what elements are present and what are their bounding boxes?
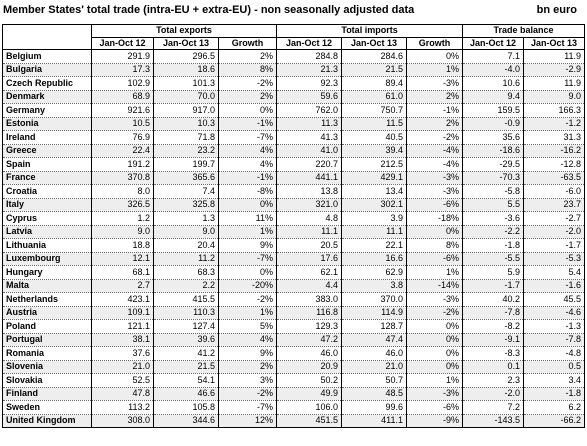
exports-2013-cell: 917.0 [154,104,219,118]
exports-growth-cell: -1% [219,171,277,185]
imports-growth-cell: 2% [407,117,463,131]
imports-growth-cell: -6% [407,252,463,266]
table-row [3,104,585,118]
exports-2013-cell: 1.3 [154,212,219,226]
table-row [3,171,585,185]
balance-2013-cell: -1.6 [524,279,585,293]
subheader-exports-2013: Jan-Oct 13 [154,37,219,50]
imports-2012-cell: 11.1 [277,225,342,239]
country-cell: Hungary [3,266,92,280]
exports-2013-cell: 11.2 [154,252,219,266]
imports-2013-cell: 114.9 [342,306,407,320]
imports-2012-cell: 321.0 [277,198,342,212]
imports-2012-cell: 4.8 [277,212,342,226]
exports-2012-cell: 76.9 [92,131,154,145]
imports-2012-cell: 106.0 [277,401,342,415]
imports-2012-cell: 4.4 [277,279,342,293]
table-row [3,117,585,131]
country-cell: Ireland [3,131,92,145]
imports-2013-cell: 40.5 [342,131,407,145]
country-header-cell [3,25,92,50]
imports-2013-cell: 411.1 [342,414,407,428]
exports-2013-cell: 199.7 [154,158,219,172]
exports-growth-cell: 8% [219,63,277,77]
subheader-exports-growth: Growth [219,37,277,50]
balance-2013-cell: 166.3 [524,104,585,118]
table-body [3,50,585,428]
balance-2012-cell: 5.9 [463,266,524,280]
balance-2012-cell: -2.0 [463,387,524,401]
table-row [3,144,585,158]
imports-2013-cell: 370.0 [342,293,407,307]
imports-growth-cell: 0% [407,225,463,239]
imports-growth-cell: -14% [407,279,463,293]
country-cell: Malta [3,279,92,293]
exports-2013-cell: 21.5 [154,360,219,374]
exports-2013-cell: 20.4 [154,239,219,253]
exports-growth-cell: -2% [219,293,277,307]
imports-growth-cell: 0% [407,50,463,64]
exports-growth-cell: 3% [219,374,277,388]
table-row [3,374,585,388]
imports-2013-cell: 89.4 [342,77,407,91]
imports-growth-cell: -9% [407,414,463,428]
exports-2013-cell: 39.6 [154,333,219,347]
country-cell: Slovakia [3,374,92,388]
imports-growth-cell: -6% [407,198,463,212]
exports-growth-cell: 0% [219,266,277,280]
exports-2012-cell: 9.0 [92,225,154,239]
table-row [3,50,585,64]
balance-2012-cell: -2.2 [463,225,524,239]
balance-2013-cell: 11.9 [524,50,585,64]
table-row [3,90,585,104]
trade-table [2,24,585,428]
exports-2013-cell: 365.6 [154,171,219,185]
exports-2012-cell: 921.6 [92,104,154,118]
balance-2012-cell: -29.5 [463,158,524,172]
imports-growth-cell: -4% [407,144,463,158]
imports-2012-cell: 46.0 [277,347,342,361]
table-row [3,333,585,347]
imports-2012-cell: 50.2 [277,374,342,388]
imports-2013-cell: 128.7 [342,320,407,334]
subheader-balance-2012: Jan-Oct 12 [463,37,524,50]
balance-2013-cell: 31.3 [524,131,585,145]
country-cell: Denmark [3,90,92,104]
country-cell: Czech Republic [3,77,92,91]
country-cell: Cyprus [3,212,92,226]
imports-growth-cell: 0% [407,347,463,361]
balance-2013-cell: -63.5 [524,171,585,185]
balance-2013-cell: -6.0 [524,185,585,199]
exports-2012-cell: 308.0 [92,414,154,428]
balance-2013-cell: -7.8 [524,333,585,347]
country-cell: Austria [3,306,92,320]
balance-2012-cell: 159.5 [463,104,524,118]
exports-2013-cell: 54.1 [154,374,219,388]
balance-2012-cell: -5.8 [463,185,524,199]
balance-2013-cell: -2.7 [524,212,585,226]
exports-2012-cell: 326.5 [92,198,154,212]
table-row [3,360,585,374]
balance-2013-cell: 6.2 [524,401,585,415]
unit-label: bn euro [536,4,577,16]
country-cell: Latvia [3,225,92,239]
exports-2012-cell: 17.3 [92,63,154,77]
exports-2012-cell: 38.1 [92,333,154,347]
imports-growth-cell: -4% [407,158,463,172]
exports-2012-cell: 121.1 [92,320,154,334]
country-cell: United Kingdom [3,414,92,428]
imports-2012-cell: 41.0 [277,144,342,158]
table-row [3,320,585,334]
balance-2013-cell: 11.9 [524,77,585,91]
exports-growth-cell: 2% [219,360,277,374]
exports-2012-cell: 12.1 [92,252,154,266]
exports-2013-cell: 101.3 [154,77,219,91]
exports-2013-cell: 23.2 [154,144,219,158]
exports-2012-cell: 68.1 [92,266,154,280]
imports-2013-cell: 62.9 [342,266,407,280]
exports-2012-cell: 1.2 [92,212,154,226]
exports-2013-cell: 105.8 [154,401,219,415]
imports-growth-cell: -2% [407,131,463,145]
imports-2013-cell: 429.1 [342,171,407,185]
imports-2013-cell: 11.5 [342,117,407,131]
imports-2013-cell: 302.1 [342,198,407,212]
table-row [3,347,585,361]
imports-2012-cell: 41.3 [277,131,342,145]
exports-2012-cell: 113.2 [92,401,154,415]
balance-2012-cell: 40.2 [463,293,524,307]
imports-2012-cell: 20.5 [277,239,342,253]
exports-2012-cell: 18.8 [92,239,154,253]
group-header-row [3,25,585,38]
balance-2013-cell: -1.2 [524,117,585,131]
exports-growth-cell: 12% [219,414,277,428]
imports-2012-cell: 17.6 [277,252,342,266]
exports-growth-cell: 1% [219,306,277,320]
exports-growth-cell: 4% [219,158,277,172]
subheader-imports-2013: Jan-Oct 13 [342,37,407,50]
exports-growth-cell: 9% [219,347,277,361]
country-cell: Lithuania [3,239,92,253]
exports-2012-cell: 68.9 [92,90,154,104]
imports-2012-cell: 62.1 [277,266,342,280]
table-row [3,185,585,199]
exports-growth-cell: 11% [219,212,277,226]
group-header-exports: Total exports [92,25,277,38]
imports-2013-cell: 3.9 [342,212,407,226]
exports-2013-cell: 7.4 [154,185,219,199]
table-row [3,158,585,172]
subheader-exports-2012: Jan-Oct 12 [92,37,154,50]
balance-2012-cell: -5.5 [463,252,524,266]
exports-2012-cell: 423.1 [92,293,154,307]
exports-2013-cell: 296.5 [154,50,219,64]
exports-2012-cell: 37.6 [92,347,154,361]
balance-2013-cell: -4.8 [524,347,585,361]
exports-growth-cell: 4% [219,333,277,347]
imports-growth-cell: 8% [407,239,463,253]
exports-growth-cell: 0% [219,104,277,118]
balance-2012-cell: -4.0 [463,63,524,77]
table-row [3,293,585,307]
imports-2012-cell: 47.2 [277,333,342,347]
imports-2012-cell: 116.8 [277,306,342,320]
table-row [3,387,585,401]
balance-2013-cell: -5.3 [524,252,585,266]
exports-2013-cell: 127.4 [154,320,219,334]
imports-2013-cell: 11.1 [342,225,407,239]
imports-2013-cell: 47.4 [342,333,407,347]
imports-2012-cell: 451.5 [277,414,342,428]
country-cell: Spain [3,158,92,172]
table-row [3,63,585,77]
balance-2012-cell: 0.1 [463,360,524,374]
exports-2013-cell: 2.2 [154,279,219,293]
balance-2013-cell: 9.0 [524,90,585,104]
balance-2012-cell: 7.2 [463,401,524,415]
imports-growth-cell: -18% [407,212,463,226]
imports-2013-cell: 61.0 [342,90,407,104]
balance-2012-cell: -70.3 [463,171,524,185]
imports-2012-cell: 129.3 [277,320,342,334]
table-row [3,401,585,415]
balance-2013-cell: -16.2 [524,144,585,158]
balance-2013-cell: -1.7 [524,239,585,253]
country-cell: Croatia [3,185,92,199]
imports-2013-cell: 46.0 [342,347,407,361]
imports-2013-cell: 284.6 [342,50,407,64]
balance-2012-cell: -143.5 [463,414,524,428]
imports-growth-cell: 0% [407,320,463,334]
exports-growth-cell: 1% [219,225,277,239]
exports-2012-cell: 191.2 [92,158,154,172]
imports-2013-cell: 99.6 [342,401,407,415]
exports-growth-cell: 4% [219,144,277,158]
country-cell: Belgium [3,50,92,64]
imports-2013-cell: 16.6 [342,252,407,266]
imports-growth-cell: 0% [407,360,463,374]
group-header-imports: Total imports [277,25,463,38]
exports-2012-cell: 370.8 [92,171,154,185]
table-row [3,306,585,320]
imports-2012-cell: 441.1 [277,171,342,185]
exports-growth-cell: -2% [219,77,277,91]
imports-growth-cell: -2% [407,306,463,320]
balance-2012-cell: 35.6 [463,131,524,145]
exports-growth-cell: -7% [219,131,277,145]
country-cell: Finland [3,387,92,401]
group-header-balance: Trade balance [463,25,585,38]
balance-2012-cell: -8.2 [463,320,524,334]
balance-2012-cell: -9.1 [463,333,524,347]
exports-2013-cell: 46.6 [154,387,219,401]
balance-2013-cell: 23.7 [524,198,585,212]
exports-growth-cell: -20% [219,279,277,293]
imports-2013-cell: 39.4 [342,144,407,158]
balance-2013-cell: -1.8 [524,387,585,401]
balance-2012-cell: 9.4 [463,90,524,104]
imports-2013-cell: 21.5 [342,63,407,77]
table-row [3,212,585,226]
exports-growth-cell: 2% [219,90,277,104]
exports-2013-cell: 68.3 [154,266,219,280]
table-row [3,266,585,280]
imports-2012-cell: 11.3 [277,117,342,131]
imports-2013-cell: 48.5 [342,387,407,401]
imports-2012-cell: 49.9 [277,387,342,401]
imports-growth-cell: 1% [407,374,463,388]
exports-2013-cell: 70.0 [154,90,219,104]
exports-2013-cell: 71.8 [154,131,219,145]
imports-2013-cell: 50.7 [342,374,407,388]
exports-2013-cell: 415.5 [154,293,219,307]
table-row [3,198,585,212]
imports-2013-cell: 212.5 [342,158,407,172]
imports-growth-cell: -3% [407,171,463,185]
balance-2013-cell: -4.6 [524,306,585,320]
imports-growth-cell: -1% [407,104,463,118]
balance-2013-cell: -12.8 [524,158,585,172]
balance-2013-cell: -66.2 [524,414,585,428]
exports-2013-cell: 110.3 [154,306,219,320]
exports-2013-cell: 344.6 [154,414,219,428]
country-cell: Estonia [3,117,92,131]
balance-2012-cell: -1.7 [463,279,524,293]
imports-2012-cell: 20.9 [277,360,342,374]
table-title: Member States' total trade (intra-EU + extra-EU) - non seasonally adjusted data [3,4,415,16]
table-row [3,252,585,266]
subheader-balance-2013: Jan-Oct 13 [524,37,585,50]
exports-growth-cell: -1% [219,117,277,131]
country-cell: Slovenia [3,360,92,374]
country-cell: Germany [3,104,92,118]
balance-2013-cell: -1.3 [524,320,585,334]
balance-2012-cell: -3.6 [463,212,524,226]
balance-2012-cell: -7.8 [463,306,524,320]
exports-growth-cell: -8% [219,185,277,199]
imports-2013-cell: 22.1 [342,239,407,253]
balance-2013-cell: 5.4 [524,266,585,280]
imports-growth-cell: -3% [407,185,463,199]
imports-2012-cell: 762.0 [277,104,342,118]
balance-2013-cell: 3.4 [524,374,585,388]
country-cell: Poland [3,320,92,334]
exports-growth-cell: -7% [219,401,277,415]
table-row [3,279,585,293]
balance-2012-cell: -1.8 [463,239,524,253]
imports-growth-cell: 1% [407,266,463,280]
exports-2012-cell: 52.5 [92,374,154,388]
exports-2012-cell: 22.4 [92,144,154,158]
imports-growth-cell: 0% [407,333,463,347]
exports-2012-cell: 109.1 [92,306,154,320]
exports-2012-cell: 291.9 [92,50,154,64]
table-row [3,239,585,253]
exports-growth-cell: 9% [219,239,277,253]
exports-2012-cell: 102.9 [92,77,154,91]
exports-2013-cell: 41.2 [154,347,219,361]
exports-2013-cell: 325.8 [154,198,219,212]
exports-2012-cell: 47.8 [92,387,154,401]
imports-2013-cell: 3.8 [342,279,407,293]
imports-growth-cell: 2% [407,90,463,104]
imports-growth-cell: -3% [407,387,463,401]
imports-growth-cell: -3% [407,77,463,91]
exports-growth-cell: -7% [219,252,277,266]
exports-2012-cell: 8.0 [92,185,154,199]
country-cell: Portugal [3,333,92,347]
table-row [3,131,585,145]
table-row [3,414,585,428]
balance-2012-cell: 10.6 [463,77,524,91]
imports-growth-cell: -6% [407,401,463,415]
imports-2013-cell: 21.0 [342,360,407,374]
balance-2012-cell: 2.3 [463,374,524,388]
imports-2012-cell: 92.3 [277,77,342,91]
imports-growth-cell: 1% [407,63,463,77]
imports-2012-cell: 284.8 [277,50,342,64]
country-cell: Greece [3,144,92,158]
imports-2013-cell: 750.7 [342,104,407,118]
exports-growth-cell: 0% [219,198,277,212]
exports-2012-cell: 2.7 [92,279,154,293]
exports-2012-cell: 10.5 [92,117,154,131]
country-cell: Luxembourg [3,252,92,266]
table-row [3,77,585,91]
exports-growth-cell: 5% [219,320,277,334]
imports-2012-cell: 13.8 [277,185,342,199]
imports-2012-cell: 21.3 [277,63,342,77]
balance-2012-cell: -8.3 [463,347,524,361]
imports-2012-cell: 220.7 [277,158,342,172]
balance-2012-cell: -0.9 [463,117,524,131]
exports-growth-cell: 2% [219,50,277,64]
balance-2012-cell: -18.6 [463,144,524,158]
balance-2012-cell: 7.1 [463,50,524,64]
country-cell: France [3,171,92,185]
country-cell: Romania [3,347,92,361]
balance-2013-cell: 0.5 [524,360,585,374]
imports-2013-cell: 13.4 [342,185,407,199]
country-cell: Bulgaria [3,63,92,77]
exports-2013-cell: 10.3 [154,117,219,131]
subheader-imports-growth: Growth [407,37,463,50]
exports-2013-cell: 18.6 [154,63,219,77]
exports-growth-cell: -2% [219,387,277,401]
imports-2012-cell: 383.0 [277,293,342,307]
country-cell: Sweden [3,401,92,415]
balance-2013-cell: -2.9 [524,63,585,77]
imports-growth-cell: -3% [407,293,463,307]
balance-2013-cell: 45.5 [524,293,585,307]
imports-2012-cell: 59.6 [277,90,342,104]
balance-2012-cell: 5.5 [463,198,524,212]
table-row [3,225,585,239]
balance-2013-cell: -2.0 [524,225,585,239]
country-cell: Italy [3,198,92,212]
subheader-imports-2012: Jan-Oct 12 [277,37,342,50]
exports-2013-cell: 9.0 [154,225,219,239]
country-cell: Netherlands [3,293,92,307]
exports-2012-cell: 21.0 [92,360,154,374]
